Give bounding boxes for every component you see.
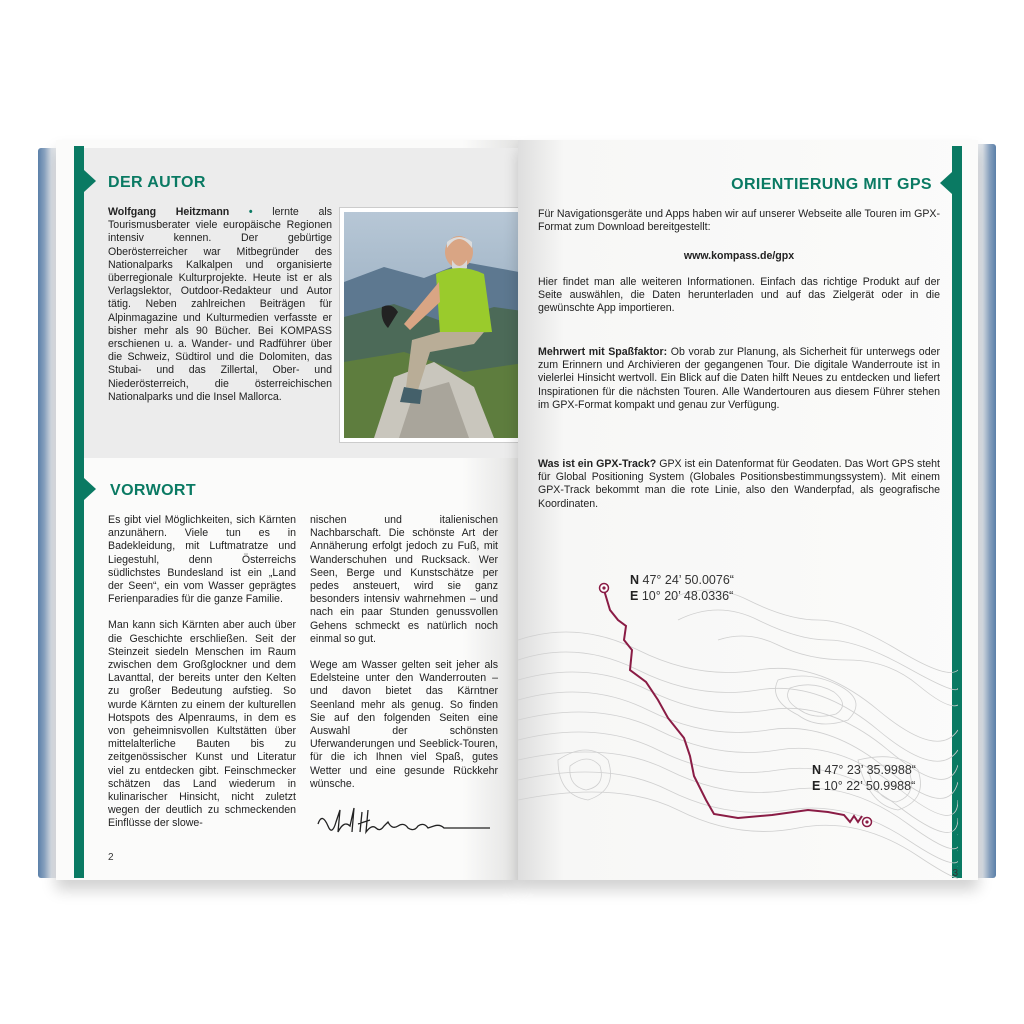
coord-label: N	[812, 763, 822, 777]
foreword-heading: VORWORT	[110, 482, 197, 499]
author-bullet: •	[248, 206, 253, 218]
gpx-track-paragraph	[538, 458, 940, 511]
paragraph-lead: Was ist ein GPX-Track?	[538, 458, 657, 470]
heading-marker	[84, 478, 96, 500]
heading-marker	[84, 170, 96, 192]
gps-info-paragraph: Hier findet man alle weiteren Informationen. Einfach das richtige Produkt auf der Seite auswählen, die Daten herunterladen und auf das Zielgerät oder in die gewünschte App importieren.	[538, 276, 940, 315]
page-number-left: 2	[108, 852, 114, 863]
coord-value: 47° 24’ 50.0076“	[642, 573, 734, 587]
heading-marker	[940, 172, 952, 194]
foreword-col2	[310, 514, 498, 791]
foreword-paragraph: Es gibt viel Möglichkeiten, sich Kärnten anzunähern. Viele tun es in Badekleidung, mit Luftmatratze und Liegestuhl, denn Österreichs südlichstes Bundesland ist ein „Land der Seen“, ein vom Wasser geprägtes Ferienparadies für die ganze Familie.	[108, 514, 296, 606]
foreword-paragraph: nischen und italienischen Nachbarschaft. Die schönste Art der Annäherung erfolgt jedoch zu Fuß, mit Wanderschuhen und Rucksack. Wer Seen, Berge und Kunstschätze per pedes ansteuert, wird sie ganz besonders intensiv wahrnehmen – und nach ein paar Stunden genussvollen Gehens schmeckt es natürlich noch einmal so gut.	[310, 514, 498, 645]
author-signature	[314, 802, 494, 842]
author-box	[84, 148, 524, 458]
author-bio	[108, 206, 332, 404]
author-photo	[340, 208, 534, 442]
coord-value: 10° 22’ 50.9988“	[823, 779, 916, 793]
coord-value: 10° 20’ 48.0336“	[641, 589, 734, 603]
end-coordinates	[812, 762, 916, 794]
open-book	[38, 140, 996, 885]
paragraph-text: Ob vorab zur Planung, als Sicherheit für unterwegs oder zum Erinnern und Archivieren der gegangenen Tour. Die digitale Wanderroute ist in vielerlei Hinsicht wertvoll. Ein Blick auf die Daten hilft Neues zu entdecken und liefert Inspirationen für die nächsten Touren. Alle Wandertouren aus diesem Führer stehen im GPX-Format kompakt und genau zur Verfügung.	[538, 346, 941, 411]
gps-intro: Für Navigationsgeräte und Apps haben wir auf unserer Webseite alle Touren im GPX-Format zum Download bereitgestellt:	[538, 208, 940, 234]
foreword-col1	[108, 514, 296, 831]
coord-label: E	[812, 779, 821, 793]
foreword-paragraph: Man kann sich Kärnten aber auch über die Geschichte erschließen. Seit der Steinzeit siedeln Menschen im Raum zwischen dem Großglockner und dem Lavanttal, der bereits unter den Kelten zu großer Bedeutung aufstieg. So wurde Kärnten zu einem der kulturellen Hotspots des Alpenraums, in dem es von geheimnisvollen Kultstätten über mittelalterliche Bauten bis zu zeitgenössischer Kunst und Literatur viel zu entdecken gibt. Feinschmecker schätzen das Land wiederum in kulinarischer Hinsicht, nicht zuletzt wegen der deutlich zu schmeckenden Einflüsse der slowe-	[108, 619, 296, 830]
paragraph-lead: Mehrwert mit Spaßfaktor:	[538, 346, 668, 358]
coord-label: N	[630, 573, 640, 587]
paragraph-text: GPX ist ein Datenformat für Geodaten. Das Wort GPS steht für Global Positioning System (Globales Positionsbestimmungssystem). Mit einem GPX-Track bekommt man die rote Linie, also den Wanderpfad, als geografische Koordinaten.	[538, 458, 940, 510]
right-page	[518, 140, 978, 880]
gps-track-map	[518, 560, 958, 880]
author-name: Wolfgang Heitzmann	[108, 206, 230, 218]
page-number-right: 3	[952, 868, 958, 879]
gpx-download-link[interactable]: www.kompass.de/gpx	[683, 250, 795, 262]
left-page	[56, 140, 518, 880]
author-heading: DER AUTOR	[108, 174, 206, 191]
coord-value: 47° 23’ 35.9988“	[824, 763, 916, 777]
foreword-paragraph: Wege am Wasser gelten seit jeher als Edelsteine unter den Wanderrouten – und davon bietet das Kärntner Seenland mehr als genug. So finden Sie auf den folgenden Seiten eine Auswahl der schönsten Uferwanderungen und Seeblick-Touren, für die ich Ihnen viel Spaß, gutes Wetter und eine gesunde Rückkehr wünsche.	[310, 659, 498, 790]
accent-bar-left	[74, 146, 84, 878]
coord-label: E	[630, 589, 639, 603]
gps-value-paragraph	[538, 346, 940, 412]
author-text: lernte als Tourismusberater viele europäische Regionen intensiv kennen. Der gebürtige Oberösterreicher war Mitbegründer des Nationalparks Kalkalpen und organisierte überregionale Kulturprojekte. Heute ist er als Verlagslektor, Outdoor-Redakteur und Autor tätig. Neben zahlreichen Beiträgen für Alpinmagazine und Kulturmedien verfasste er bisher mehr als 90 Bücher. Bei KOMPASS erschienen u. a. Wander- und Radführer über die Schweiz, Südtirol und die Dolomiten, das Stubai- und das Zillertal, Ober- und Niederösterreich, die österreichischen Nationalparks und die Insel Mallorca.	[108, 206, 332, 403]
gps-heading: ORIENTIERUNG MIT GPS	[731, 176, 932, 193]
start-coordinates	[630, 572, 734, 604]
